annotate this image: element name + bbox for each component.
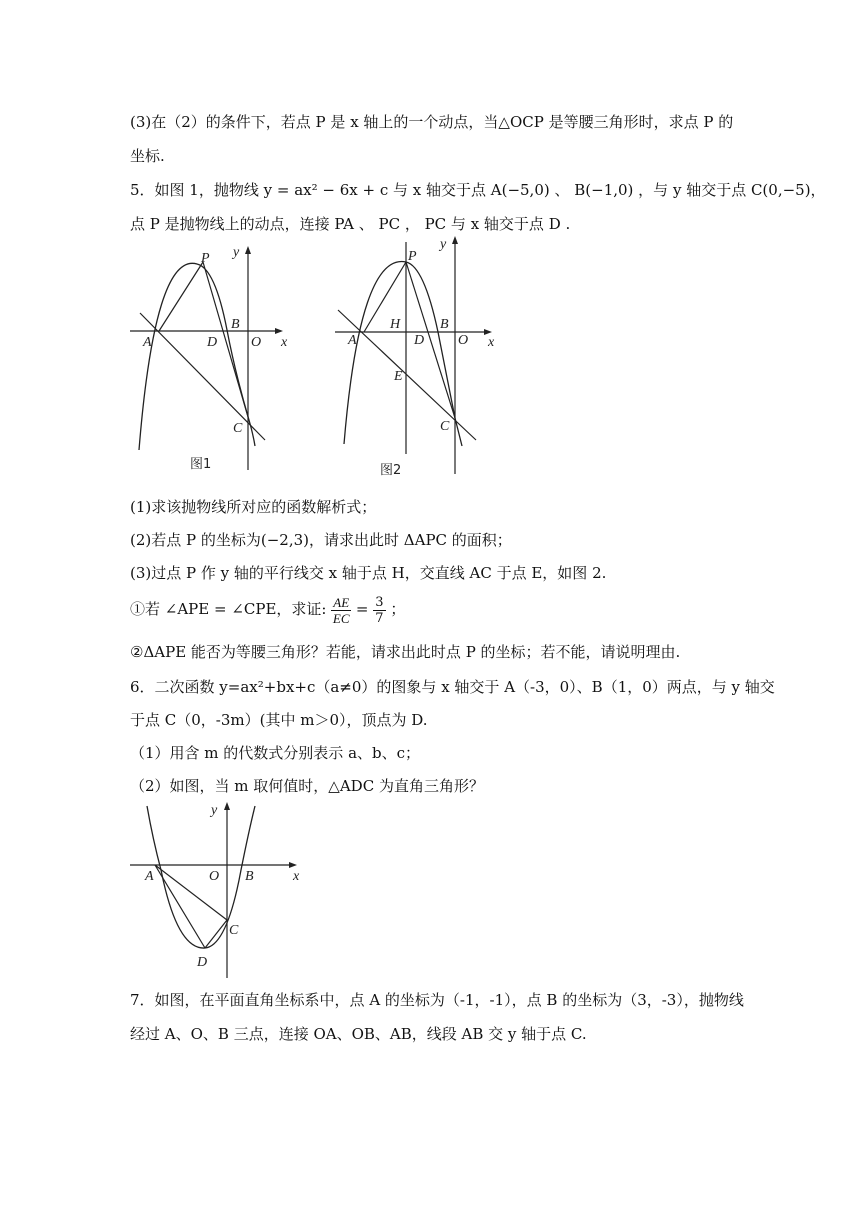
fig2-label-b: B — [440, 317, 449, 332]
fraction-3: 3 — [375, 594, 384, 610]
fig3-label-o: O — [209, 869, 220, 884]
fig3-label-x: x — [293, 869, 300, 884]
q5-sub-4-pre: ①若 ∠APE = ∠CPE，求证: — [130, 600, 327, 618]
q5-line-2: 点 P 是抛物线上的动点，连接 PA 、 PC ， PC 与 x 轴交于点 D . — [130, 215, 571, 233]
fig1-label-a: A — [143, 335, 152, 350]
fig2-label-x: x — [488, 335, 495, 350]
fig2-label-c: C — [440, 419, 450, 434]
fig1-line-pa — [159, 262, 203, 331]
fig1-label-p: P — [201, 251, 210, 266]
q6-sub-1: （1）用含 m 的代数式分别表示 a、b、c； — [130, 744, 421, 762]
fig2-label-y: y — [440, 237, 447, 252]
fig3-line-ad — [155, 865, 205, 948]
figure-1 — [125, 242, 305, 472]
fig3-y-arrow — [224, 802, 230, 810]
q5-sub-2: (2)若点 P 的坐标为(−2,3)，请求出此时 ΔAPC 的面积； — [130, 531, 512, 549]
fig1-line-ac — [140, 313, 265, 440]
fig2-label-a: A — [348, 333, 357, 348]
fig2-label-e: E — [394, 369, 403, 384]
fig2-label-p: P — [408, 249, 417, 264]
fig1-label-o: O — [251, 335, 262, 350]
fig1-caption: 图1 — [190, 457, 212, 472]
figure-q6 — [125, 800, 305, 980]
fig2-label-h: H — [390, 317, 401, 332]
fig2-label-d: D — [414, 333, 425, 348]
p3-line-2: 坐标. — [130, 147, 165, 165]
q5-sub-5: ②ΔAPE 能否为等腰三角形？若能，请求出此时点 P 的坐标；若不能，请说明理由. — [130, 643, 681, 661]
fig3-label-c: C — [229, 923, 239, 938]
fig3-label-b: B — [245, 869, 254, 884]
fraction-ae-ec — [331, 595, 351, 626]
fig2-label-o: O — [458, 333, 469, 348]
figure-2 — [330, 232, 510, 477]
q7-line-1: 7．如图，在平面直角坐标系中，点 A 的坐标为（-1，-1），点 B 的坐标为（3，-3），抛物线 — [130, 991, 744, 1009]
q5-sub-3: (3)过点 P 作 y 轴的平行线交 x 轴于点 H，交直线 AC 于点 E，如图 2. — [130, 564, 607, 582]
fig3-line-dc — [205, 920, 227, 948]
fig1-label-b: B — [231, 317, 240, 332]
q5-sub-4-post: ； — [390, 600, 406, 618]
q6-line-1: 6．二次函数 y=ax²+bx+c（a≠0）的图象与 x 轴交于 A（-3，0）、B（1，0）两点，与 y 轴交 — [130, 678, 775, 696]
fig3-label-y: y — [211, 803, 218, 818]
fig1-label-x: x — [281, 335, 288, 350]
fig3-x-arrow — [289, 862, 297, 868]
q5-sub-1: (1)求该抛物线所对应的函数解析式； — [130, 498, 377, 516]
fraction-3-7 — [373, 595, 385, 626]
fig1-label-c: C — [233, 421, 243, 436]
q6-sub-2: （2）如图，当 m 取何值时，△ADC 为直角三角形？ — [130, 777, 484, 795]
q6-line-2: 于点 C（0，-3m）(其中 m＞0），顶点为 D. — [130, 711, 428, 729]
fig2-caption: 图2 — [380, 463, 402, 477]
fig3-parabola — [147, 806, 255, 948]
fig1-y-arrow — [245, 246, 251, 254]
p3-line-1: (3)在（2）的条件下，若点 P 是 x 轴上的一个动点，当△OCP 是等腰三角形时，求点 P 的 — [130, 113, 734, 131]
fig2-y-arrow — [452, 236, 458, 244]
fig1-x-arrow — [275, 328, 283, 334]
fig1-label-y: y — [233, 245, 240, 260]
fig3-label-d: D — [197, 955, 208, 970]
fraction-denominator: EC — [332, 610, 350, 626]
fig3-label-a: A — [145, 869, 154, 884]
q5-line-1: 5．如图 1，抛物线 y = ax² − 6x + c 与 x 轴交于点 A(−5,0) 、 B(−1,0) ，与 y 轴交于点 C(0,−5)， — [130, 181, 826, 199]
fig1-label-d: D — [207, 335, 218, 350]
q5-sub-4-eq: = — [355, 600, 369, 618]
q5-sub-4 — [130, 592, 405, 626]
q7-line-2: 经过 A、O、B 三点，连接 OA、OB、AB，线段 AB 交 y 轴于点 C. — [130, 1025, 587, 1043]
fraction-7: 7 — [375, 610, 384, 626]
fraction-numerator: AE — [333, 594, 350, 610]
